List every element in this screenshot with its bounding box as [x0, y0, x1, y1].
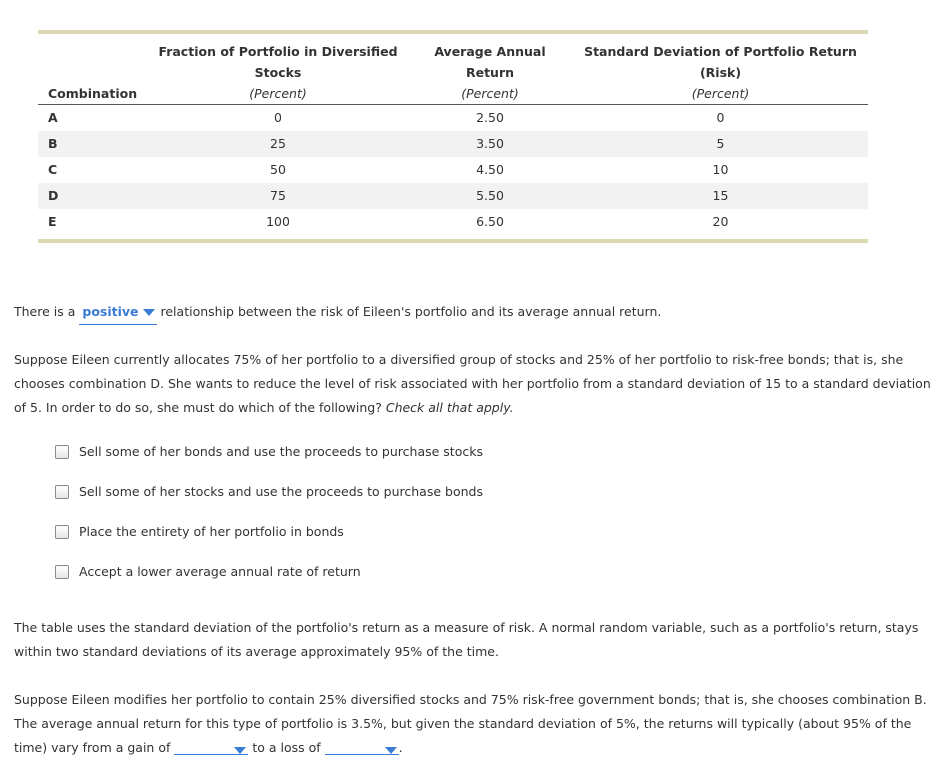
chevron-down-icon [143, 309, 155, 316]
option-label: Place the entirety of her portfolio in bonds [79, 524, 344, 539]
q3-text-end: . [398, 740, 403, 755]
cell-combination: B [48, 136, 58, 151]
cell-combination: E [48, 214, 57, 229]
cell-combination: C [48, 162, 58, 177]
q3-text: Suppose Eileen modifies her portfolio to contain 25% diversified stocks and 75% risk-free government bonds; that is, she chooses combination B. The average annual return for this type of portfolio is 3.5%, but given the standard deviation of 5%, the returns will typically (about 95% of the time) vary from a gain of [14, 692, 927, 755]
q1-text-post: relationship between the risk of Eileen's portfolio and its average annual return. [156, 304, 662, 319]
cell-return: 3.50 [476, 136, 504, 151]
cell-return: 5.50 [476, 188, 504, 203]
cell-risk: 5 [716, 136, 725, 151]
header-stocks [158, 41, 398, 104]
chevron-down-icon [385, 747, 397, 754]
checkbox[interactable] [55, 445, 69, 459]
checkbox[interactable] [55, 565, 69, 579]
cell-combination: D [48, 188, 59, 203]
header-risk-line2: (Risk) [699, 65, 742, 80]
header-risk-unit: (Percent) [691, 86, 750, 101]
q3-text-mid: to a loss of [248, 740, 325, 755]
question-reduce-risk [14, 348, 934, 420]
checkbox[interactable] [55, 525, 69, 539]
cell-return: 6.50 [476, 214, 504, 229]
header-return-line2: Return [465, 65, 515, 80]
option-label: Sell some of her bonds and use the proceeds to purchase stocks [79, 444, 483, 459]
question-relationship [14, 300, 934, 325]
header-return [410, 41, 570, 104]
option-label: Sell some of her stocks and use the proceeds to purchase bonds [79, 484, 483, 499]
cell-stocks: 0 [274, 110, 282, 125]
loss-dropdown[interactable] [325, 738, 399, 755]
chevron-down-icon [234, 747, 246, 754]
cell-stocks: 100 [266, 214, 290, 229]
table-row [38, 157, 868, 183]
header-risk-line1: Standard Deviation of Portfolio Return [584, 44, 857, 59]
q1-text-pre: There is a [14, 304, 80, 319]
portfolio-table [38, 30, 868, 243]
option-all-bonds[interactable] [55, 523, 344, 541]
cell-return: 2.50 [476, 110, 504, 125]
gain-dropdown[interactable] [174, 738, 248, 755]
cell-stocks: 75 [270, 188, 286, 203]
cell-risk: 10 [712, 162, 729, 177]
header-risk [578, 41, 863, 104]
header-stocks-line2: Stocks [254, 65, 302, 80]
option-buy-bonds[interactable] [55, 483, 483, 501]
cell-risk: 0 [716, 110, 725, 125]
option-label: Accept a lower average annual rate of return [79, 564, 361, 579]
table-row [38, 209, 868, 235]
relationship-dropdown-value: positive [82, 304, 139, 319]
cell-stocks: 50 [270, 162, 286, 177]
option-lower-return[interactable] [55, 563, 361, 581]
header-combination: Combination [48, 86, 138, 101]
normal-distribution-note: The table uses the standard deviation of the portfolio's return as a measure of risk. A normal random variable, such as a portfolio's return, stays within two standard deviations of its average approximately 95% of the time. [14, 620, 919, 659]
table-header [38, 34, 868, 105]
cell-stocks: 25 [270, 136, 286, 151]
table-row [38, 105, 868, 131]
header-stocks-unit: (Percent) [249, 86, 307, 101]
header-return-unit: (Percent) [461, 86, 519, 101]
header-return-line1: Average Annual [434, 44, 546, 59]
checkbox[interactable] [55, 485, 69, 499]
option-buy-stocks[interactable] [55, 443, 483, 461]
question-return-range [14, 688, 930, 760]
cell-risk: 20 [712, 214, 729, 229]
table-row [38, 131, 868, 157]
cell-return: 4.50 [476, 162, 504, 177]
q2-text: Suppose Eileen currently allocates 75% of her portfolio to a diversified group of stocks and 25% of her portfolio to risk-free bonds; that is, she chooses combination D. She wants to reduce the level of risk associated with her portfolio from a standard deviation of 15 to a standard deviation of 5. In order to do so, she must do which of the following? [14, 352, 931, 415]
q2-instruction: Check all that apply. [385, 400, 514, 415]
table-row [38, 183, 868, 209]
cell-combination: A [48, 110, 58, 125]
cell-risk: 15 [712, 188, 729, 203]
table-bottom-rule [38, 239, 868, 243]
relationship-dropdown[interactable] [79, 300, 156, 325]
header-stocks-line1: Fraction of Portfolio in Diversified [158, 44, 398, 59]
